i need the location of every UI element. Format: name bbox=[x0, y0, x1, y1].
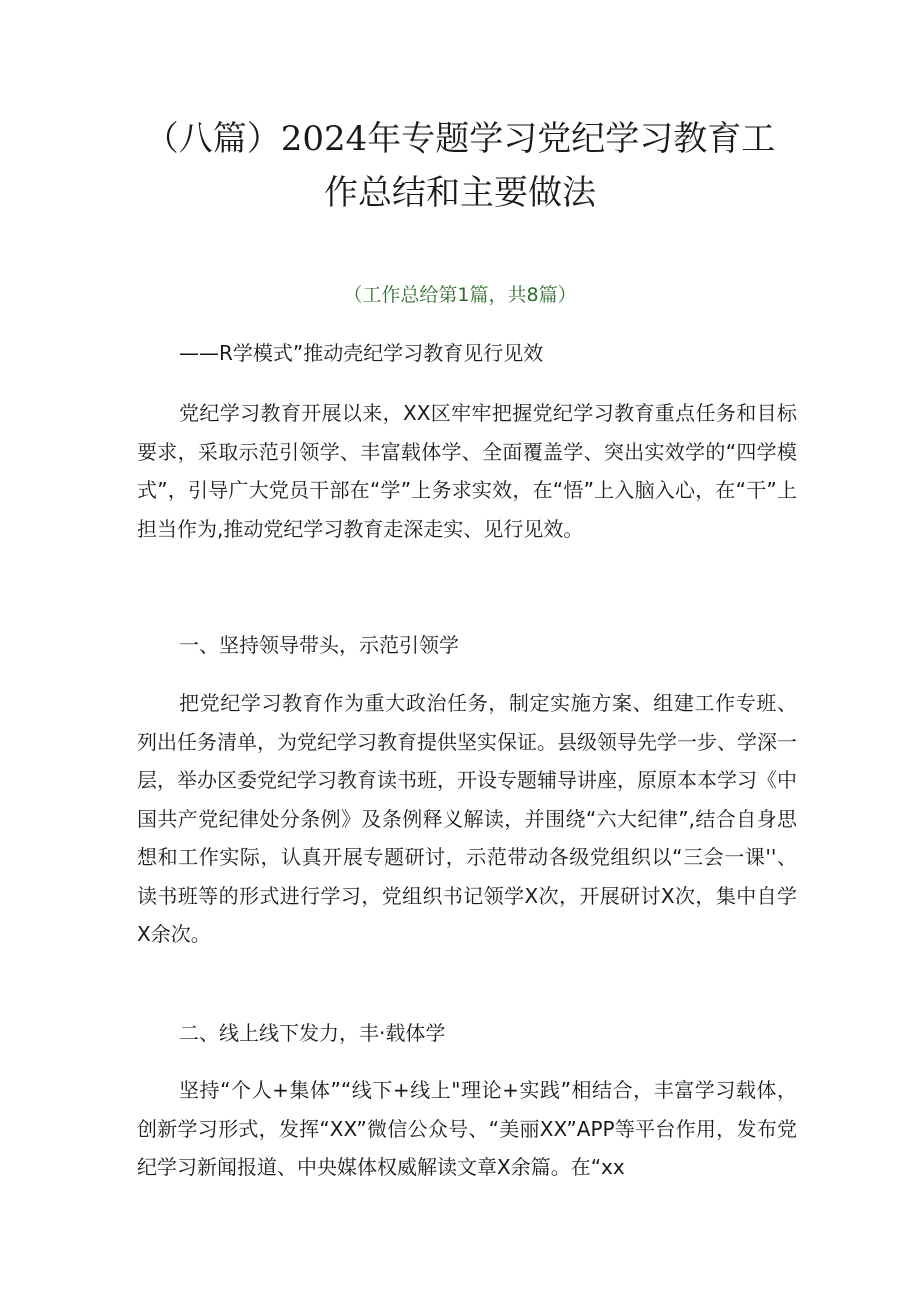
document-title bbox=[60, 112, 860, 220]
title-line-2: 作总结和主要做法 bbox=[324, 173, 596, 213]
title-line-1: （八篇）2024年专题学习党纪学习教育工 bbox=[144, 119, 776, 159]
document-subtitle: （工作总给第1篇，共8篇） bbox=[343, 284, 577, 306]
section-2-heading: 二、线上线下发力，丰·载体学 bbox=[179, 1021, 446, 1045]
section-1-heading: 一、坚持领导带头，示范引领学 bbox=[179, 633, 459, 657]
document-tagline: ——R学模式”推动壳纪学习教育见行见效 bbox=[179, 341, 544, 365]
intro-paragraph: 党纪学习教育开展以来，XX区牢牢把握党纪学习教育重点任务和目标要求，采取示范引领学、丰富载体学、全面覆盖学、突出实效学的“四学模式”，引导广大党员干部在“学”上务求实效，在“悟”上入脑入心，在“干”上担当作为,推动党纪学习教育走深走实、见行见效。 bbox=[137, 401, 797, 541]
section-1-paragraph: 把党纪学习教育作为重大政治任务，制定实施方案、组建工作专班、列出任务清单，为党纪学习教育提供坚实保证。县级领导先学一步、学深一层，举办区委党纪学习教育读书班，开设专题辅导讲座，原原本本学习《中国共产党纪律处分条例》及条例释义解读，并围绕“六大纪律”,结合自身思想和工作实际，认真开展专题研讨，示范带动各级党组织以“三会一课''、读书班等的形式进行学习，党组织书记领学X次，开展研讨X次，集中自学X余次。 bbox=[137, 691, 797, 946]
section-2-paragraph: 坚持“个人+集体”“线下+线上"理论+实践”相结合，丰富学习载体，创新学习形式，发挥“XX”微信公众号、“美丽XX”APP等平台作用，发布党纪学习新闻报道、中央媒体权威解读文章X余篇。在“xx bbox=[137, 1078, 797, 1179]
